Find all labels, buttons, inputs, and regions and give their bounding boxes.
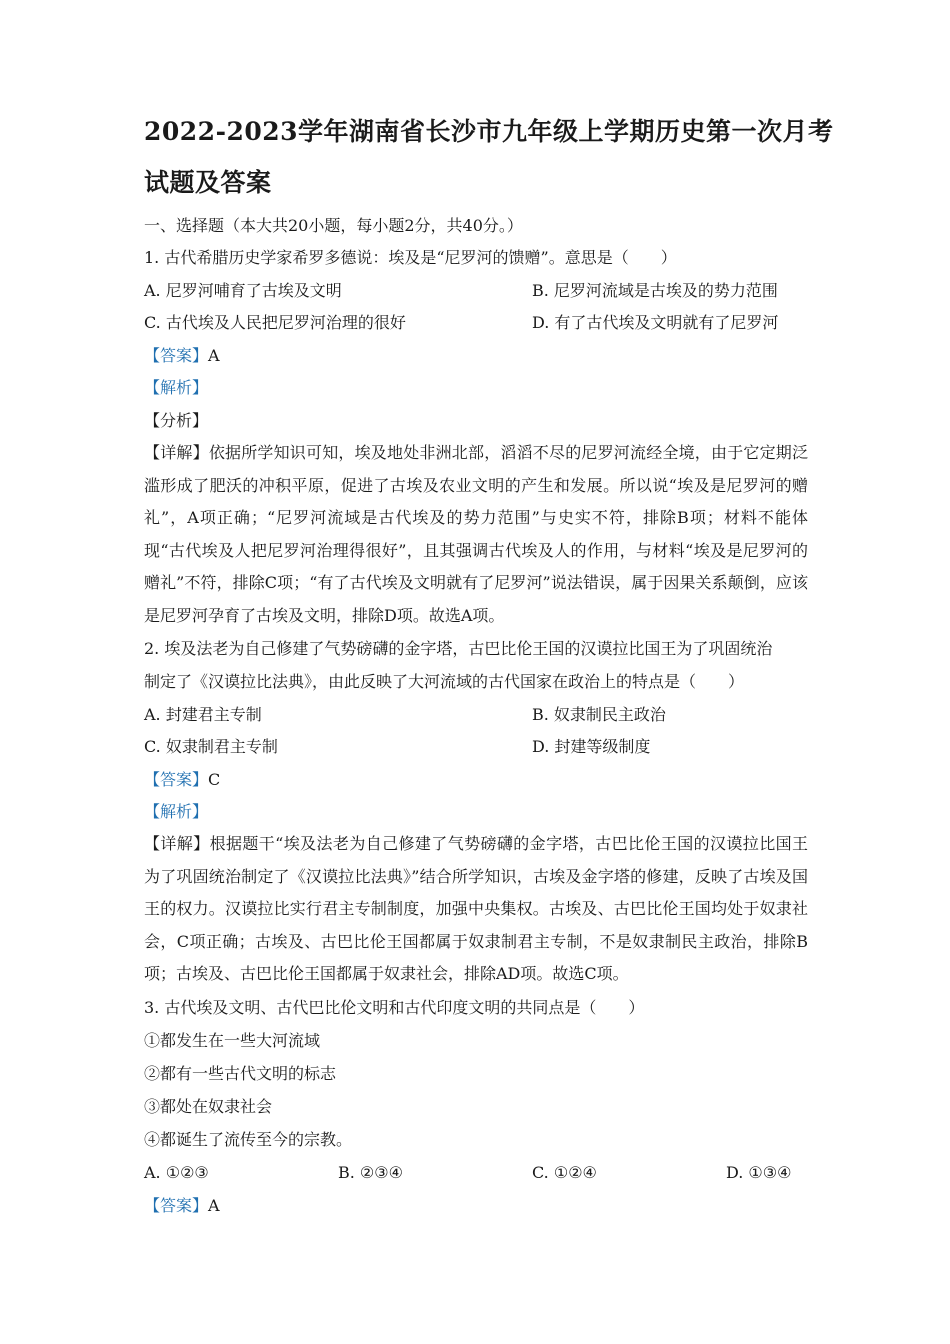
q2-answer-value: C (208, 770, 221, 789)
q1-answer (144, 345, 220, 367)
q1-answer-value: A (208, 346, 220, 365)
q1-detail: 【详解】依据所学知识可知，埃及地处非洲北部，滔滔不尽的尼罗河流经全境，由于它定期泛滥形成了肥沃的冲积平原，促进了古埃及农业文明的产生和发展。所以说“埃及是尼罗河的赠礼”，A项正确；“尼罗河流域是古代埃及的势力范围”与史实不符，排除B项；材料不能体现“古代埃及人把尼罗河治理得很好”，且其强调古代埃及人的作用，与材料“埃及是尼罗河的赠礼”不符，排除C项；“有了古代埃及文明就有了尼罗河”说法错误，属于因果关系颠倒，应该是尼罗河孕育了古埃及文明，排除D项。故选A项。 (144, 443, 808, 625)
q1-option-a: A. 尼罗河哺育了古埃及文明 (144, 281, 342, 300)
section-heading: 一、选择题（本大共20小题，每小题2分，共40分。） (144, 216, 523, 235)
q2-answer: 【答案】C (144, 770, 221, 789)
document-title-line1: 2022-2023学年湖南省长沙市九年级上学期历史第一次月考 (144, 117, 834, 146)
q3-option-d: D. ①③④ (726, 1163, 792, 1182)
q2-detail-text: 根据题干“埃及法老为自己修建了气势磅礴的金字塔，古巴比伦王国的汉谟拉比国王为了巩固统治制定了《汉谟拉比法典》”结合所学知识，古埃及金字塔的修建，反映了古埃及国王的权力。汉谟拉比实行君主专制制度，加强中央集权。古埃及、古巴比伦王国均处于奴隶社会，C项正确；古埃及、古巴比伦王国都属于奴隶制君主专制，不是奴隶制民主政治，排除B项；古埃及、古巴比伦王国都属于奴隶社会，排除AD项。故选C项。 (144, 834, 808, 983)
answer-tag: 【答案】 (144, 346, 209, 365)
document-title-line2: 试题及答案 (144, 168, 272, 197)
q2-option-c: C. 奴隶制君主专制 (144, 737, 278, 756)
q3-item-4: ④都诞生了流传至今的宗教。 (144, 1130, 353, 1149)
q2-option-d: D. 封建等级制度 (532, 737, 651, 756)
q3-option-a: A. ①②③ (144, 1163, 209, 1182)
q3-option-c: C. ①②④ (532, 1163, 597, 1182)
q2-option-a: A. 封建君主专制 (144, 705, 262, 724)
q2-option-b: B. 奴隶制民主政治 (532, 705, 666, 724)
q3-answer: 【答案】A (144, 1196, 220, 1215)
q1-stem: 1. 古代希腊历史学家希罗多德说：埃及是“尼罗河的馈赠”。意思是（ ） (144, 248, 677, 267)
q3-item-2: ②都有一些古代文明的标志 (144, 1064, 337, 1083)
q3-stem: 3. 古代埃及文明、古代巴比伦文明和古代印度文明的共同点是（ ） (144, 998, 645, 1017)
q3-item-3: ③都处在奴隶社会 (144, 1097, 273, 1116)
q1-option-d: D. 有了古代埃及文明就有了尼罗河 (532, 313, 779, 332)
q1-detail-text: 依据所学知识可知，埃及地处非洲北部，滔滔不尽的尼罗河流经全境，由于它定期泛滥形成了肥沃的冲积平原，促进了古埃及农业文明的产生和发展。所以说“埃及是尼罗河的赠礼”，A项正确；“尼罗河流域是古代埃及的势力范围”与史实不符，排除B项；材料不能体现“古代埃及人把尼罗河治理得很好”，且其强调古代埃及人的作用，与材料“埃及是尼罗河的赠礼”不符，排除C项；“有了古代埃及文明就有了尼罗河”说法错误，属于因果关系颠倒，应该是尼罗河孕育了古埃及文明，排除D项。故选A项。 (144, 443, 808, 625)
q1-analysis-tag: 【解析】 (144, 378, 209, 397)
q2-detail: 【详解】根据题干“埃及法老为自己修建了气势磅礴的金字塔，古巴比伦王国的汉谟拉比国王为了巩固统治制定了《汉谟拉比法典》”结合所学知识，古埃及金字塔的修建，反映了古埃及国王的权力。汉谟拉比实行君主专制制度，加强中央集权。古埃及、古巴比伦王国均处于奴隶社会，C项正确；古埃及、古巴比伦王国都属于奴隶制君主专制，不是奴隶制民主政治，排除B项；古埃及、古巴比伦王国都属于奴隶社会，排除AD项。故选C项。 (144, 834, 808, 983)
q1-option-c: C. 古代埃及人民把尼罗河治理的很好 (144, 313, 406, 332)
q3-option-b: B. ②③④ (338, 1163, 403, 1182)
q3-answer-value: A (208, 1196, 220, 1215)
q2-stem-line1: 2. 埃及法老为自己修建了气势磅礴的金字塔，古巴比伦王国的汉谟拉比国王为了巩固统治 (144, 639, 773, 658)
q2-stem-line2: 制定了《汉谟拉比法典》，由此反映了大河流域的古代国家在政治上的特点是（ ） (144, 672, 745, 691)
q3-item-1: ①都发生在一些大河流域 (144, 1031, 321, 1050)
q2-analysis-tag: 【解析】 (144, 802, 209, 821)
q1-option-b: B. 尼罗河流域是古埃及的势力范围 (532, 281, 778, 300)
q1-fenxi-tag: 【分析】 (144, 411, 209, 430)
